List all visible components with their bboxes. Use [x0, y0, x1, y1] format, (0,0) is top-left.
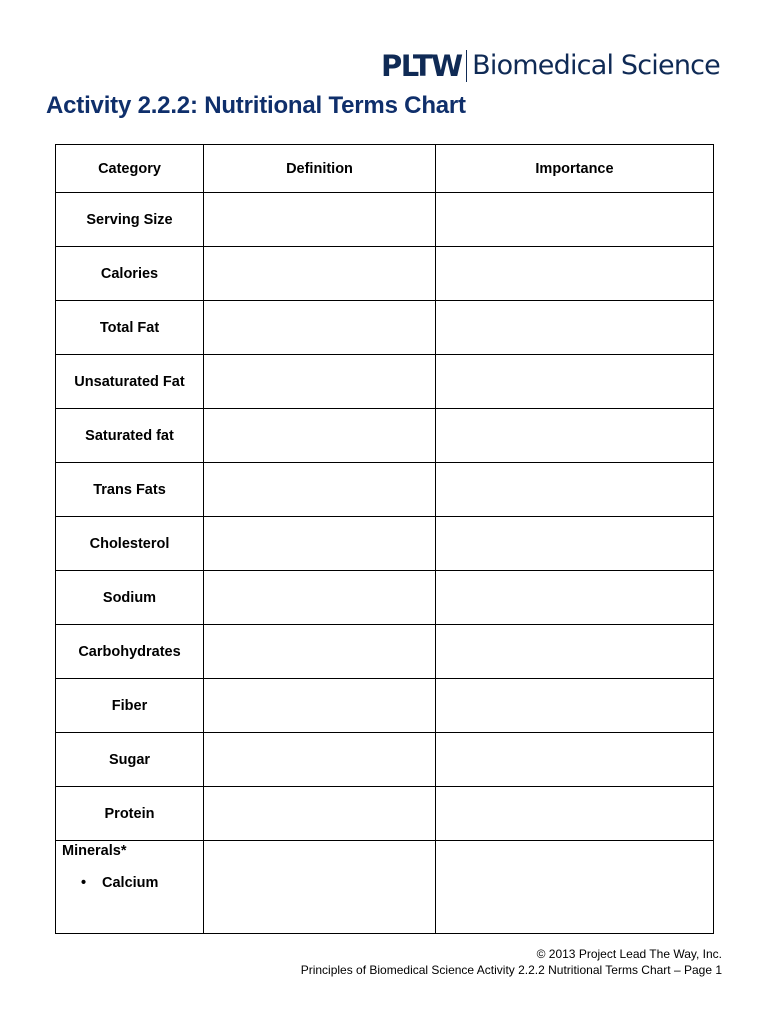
- category-cell: Saturated fat: [56, 409, 204, 463]
- logo-text: Biomedical Science: [472, 50, 720, 81]
- category-cell: Fiber: [56, 679, 204, 733]
- category-cell-minerals: [56, 841, 204, 934]
- importance-cell[interactable]: [436, 247, 714, 301]
- importance-cell[interactable]: [436, 301, 714, 355]
- definition-cell[interactable]: [204, 301, 436, 355]
- table-row: [56, 625, 714, 679]
- table-row: [56, 247, 714, 301]
- category-cell: Carbohydrates: [56, 625, 204, 679]
- definition-cell[interactable]: [204, 247, 436, 301]
- logo-divider: [466, 50, 468, 82]
- importance-cell[interactable]: [436, 841, 714, 934]
- copyright-text: © 2013 Project Lead The Way, Inc.: [536, 947, 722, 961]
- pltw-logo: [381, 48, 720, 84]
- table-header-row: [56, 145, 714, 193]
- definition-cell[interactable]: [204, 463, 436, 517]
- definition-cell[interactable]: [204, 571, 436, 625]
- minerals-list: [62, 875, 203, 891]
- table-row: [56, 301, 714, 355]
- importance-cell[interactable]: [436, 355, 714, 409]
- importance-cell[interactable]: [436, 787, 714, 841]
- category-cell: Protein: [56, 787, 204, 841]
- table-row: [56, 409, 714, 463]
- table-row: [56, 679, 714, 733]
- definition-cell[interactable]: [204, 193, 436, 247]
- column-header-definition: Definition: [204, 145, 436, 193]
- list-item: • Calcium: [102, 875, 203, 891]
- table-row: [56, 571, 714, 625]
- category-cell: Total Fat: [56, 301, 204, 355]
- category-cell: Unsaturated Fat: [56, 355, 204, 409]
- importance-cell[interactable]: [436, 409, 714, 463]
- page-footer: [301, 947, 722, 978]
- column-header-importance: Importance: [436, 145, 714, 193]
- definition-cell[interactable]: [204, 841, 436, 934]
- table-row: [56, 787, 714, 841]
- category-cell: Trans Fats: [56, 463, 204, 517]
- table-row: [56, 463, 714, 517]
- page-title: Activity 2.2.2: Nutritional Terms Chart: [46, 92, 466, 119]
- category-cell: Sodium: [56, 571, 204, 625]
- logo-mark: PLTW: [380, 49, 462, 83]
- importance-cell[interactable]: [436, 517, 714, 571]
- importance-cell[interactable]: [436, 679, 714, 733]
- importance-cell[interactable]: [436, 625, 714, 679]
- table-row: [56, 733, 714, 787]
- definition-cell[interactable]: [204, 787, 436, 841]
- definition-cell[interactable]: [204, 517, 436, 571]
- table-row: [56, 355, 714, 409]
- importance-cell[interactable]: [436, 193, 714, 247]
- category-cell: Sugar: [56, 733, 204, 787]
- minerals-label: Minerals*: [62, 843, 127, 859]
- definition-cell[interactable]: [204, 679, 436, 733]
- definition-cell[interactable]: [204, 355, 436, 409]
- importance-cell[interactable]: [436, 733, 714, 787]
- importance-cell[interactable]: [436, 463, 714, 517]
- definition-cell[interactable]: [204, 409, 436, 463]
- table-row: [56, 193, 714, 247]
- definition-cell[interactable]: [204, 733, 436, 787]
- category-cell: Serving Size: [56, 193, 204, 247]
- table-row: [56, 517, 714, 571]
- category-cell: Calories: [56, 247, 204, 301]
- nutrition-terms-table: [55, 144, 714, 934]
- importance-cell[interactable]: [436, 571, 714, 625]
- category-cell: Cholesterol: [56, 517, 204, 571]
- page-info-text: Principles of Biomedical Science Activity 2.2.2 Nutritional Terms Chart – Page 1: [300, 962, 722, 977]
- column-header-category: Category: [56, 145, 204, 193]
- table-row-minerals: [56, 841, 714, 934]
- definition-cell[interactable]: [204, 625, 436, 679]
